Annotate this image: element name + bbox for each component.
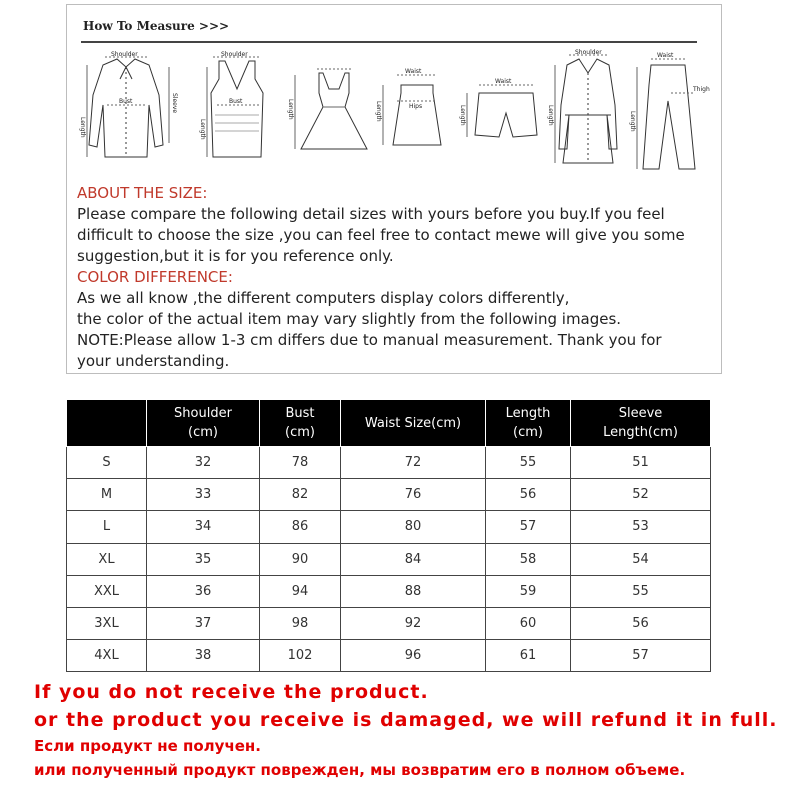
waist-label: Waist <box>405 68 422 75</box>
table-row <box>67 447 711 479</box>
table-row <box>67 543 711 575</box>
about-line: difficult to choose the size ,you can feel free to contact mewe will give you some <box>77 226 685 244</box>
table-row <box>67 575 711 607</box>
refund-line-en-1: If you do not receive the product. <box>34 681 429 703</box>
cell-shoulder: 32 <box>147 447 260 479</box>
length-label: Length <box>79 117 86 138</box>
cell-shoulder: 35 <box>147 543 260 575</box>
measurement-figures <box>67 45 723 185</box>
cell-shoulder: 38 <box>147 640 260 672</box>
coat-figure <box>547 49 617 163</box>
cell-bust: 86 <box>260 511 341 543</box>
cell-length: 60 <box>486 607 571 639</box>
cell-size: XL <box>67 543 147 575</box>
shorts-figure <box>459 78 537 137</box>
cell-waist: 80 <box>341 511 486 543</box>
color-line: NOTE:Please allow 1-3 cm differs due to manual measurement. Thank you for <box>77 331 662 349</box>
table-row <box>67 640 711 672</box>
cell-bust: 82 <box>260 479 341 511</box>
color-line: As we all know ,the different computers display colors differently, <box>77 289 570 307</box>
color-difference-heading: COLOR DIFFERENCE: <box>77 268 233 286</box>
bust-label: Bust <box>229 98 243 105</box>
size-chart-table <box>66 399 711 672</box>
dress-figure <box>287 69 367 149</box>
length-label: Length <box>629 111 636 132</box>
tank-top-figure <box>199 51 263 157</box>
cell-size: 3XL <box>67 607 147 639</box>
cell-bust: 102 <box>260 640 341 672</box>
cell-bust: 90 <box>260 543 341 575</box>
about-line: Please compare the following detail sizes with yours before you buy.If you feel <box>77 205 665 223</box>
cell-shoulder: 34 <box>147 511 260 543</box>
table-row <box>67 479 711 511</box>
cell-shoulder: 33 <box>147 479 260 511</box>
thigh-label: Thigh <box>693 86 710 93</box>
cell-waist: 76 <box>341 479 486 511</box>
refund-line-ru-2: или полученный продукт поврежден, мы возвратим его в полном объеме. <box>34 761 686 779</box>
cell-sleeve: 54 <box>571 543 711 575</box>
color-line: your understanding. <box>77 352 230 370</box>
cell-waist: 88 <box>341 575 486 607</box>
header-shoulder: Shoulder (cm) <box>147 400 260 447</box>
about-size-heading: ABOUT THE SIZE: <box>77 184 208 202</box>
how-to-measure-panel <box>66 4 722 374</box>
bust-label: Bust <box>119 98 133 105</box>
cell-bust: 78 <box>260 447 341 479</box>
header-waist: Waist Size(cm) <box>341 400 486 447</box>
cell-sleeve: 57 <box>571 640 711 672</box>
shoulder-label: Shoulder <box>111 51 138 58</box>
refund-line-ru-1: Если продукт не получен. <box>34 737 261 755</box>
table-row <box>67 607 711 639</box>
refund-line-en-2: or the product you receive is damaged, we will refund it in full. <box>34 709 778 731</box>
header-length: Length (cm) <box>486 400 571 447</box>
cell-sleeve: 56 <box>571 607 711 639</box>
length-label: Length <box>375 101 382 122</box>
cell-length: 55 <box>486 447 571 479</box>
title-divider <box>81 41 697 43</box>
cell-shoulder: 37 <box>147 607 260 639</box>
cell-waist: 84 <box>341 543 486 575</box>
cell-length: 57 <box>486 511 571 543</box>
cell-size: 4XL <box>67 640 147 672</box>
cell-sleeve: 52 <box>571 479 711 511</box>
cell-length: 61 <box>486 640 571 672</box>
blouse-figure <box>79 51 178 157</box>
cell-bust: 98 <box>260 607 341 639</box>
length-label: Length <box>547 105 554 126</box>
table-header-row <box>67 400 711 447</box>
how-to-measure-title: How To Measure >>> <box>83 19 230 33</box>
size-notes <box>77 183 717 372</box>
cell-shoulder: 36 <box>147 575 260 607</box>
cell-size: S <box>67 447 147 479</box>
cell-sleeve: 51 <box>571 447 711 479</box>
skirt-figure <box>375 68 441 145</box>
cell-waist: 92 <box>341 607 486 639</box>
cell-bust: 94 <box>260 575 341 607</box>
cell-length: 56 <box>486 479 571 511</box>
pants-figure <box>629 52 710 169</box>
cell-sleeve: 55 <box>571 575 711 607</box>
cell-length: 59 <box>486 575 571 607</box>
length-label: Length <box>459 105 466 126</box>
header-sleeve: Sleeve Length(cm) <box>571 400 711 447</box>
cell-length: 58 <box>486 543 571 575</box>
shoulder-label: Shoulder <box>221 51 248 58</box>
cell-size: L <box>67 511 147 543</box>
color-line: the color of the actual item may vary slightly from the following images. <box>77 310 622 328</box>
refund-notice <box>34 678 794 782</box>
about-line: suggestion,but it is for you reference only. <box>77 247 394 265</box>
cell-waist: 96 <box>341 640 486 672</box>
length-label: Length <box>199 119 206 140</box>
header-size <box>67 400 147 447</box>
cell-sleeve: 53 <box>571 511 711 543</box>
table-row <box>67 511 711 543</box>
cell-size: XXL <box>67 575 147 607</box>
length-label: Length <box>287 99 294 120</box>
waist-label: Waist <box>657 52 674 59</box>
header-bust: Bust (cm) <box>260 400 341 447</box>
waist-label: Waist <box>495 78 512 85</box>
shoulder-label: Shoulder <box>575 49 602 56</box>
cell-waist: 72 <box>341 447 486 479</box>
cell-size: M <box>67 479 147 511</box>
hips-label: Hips <box>409 103 423 110</box>
sleeve-label: Sleeve <box>171 93 178 114</box>
